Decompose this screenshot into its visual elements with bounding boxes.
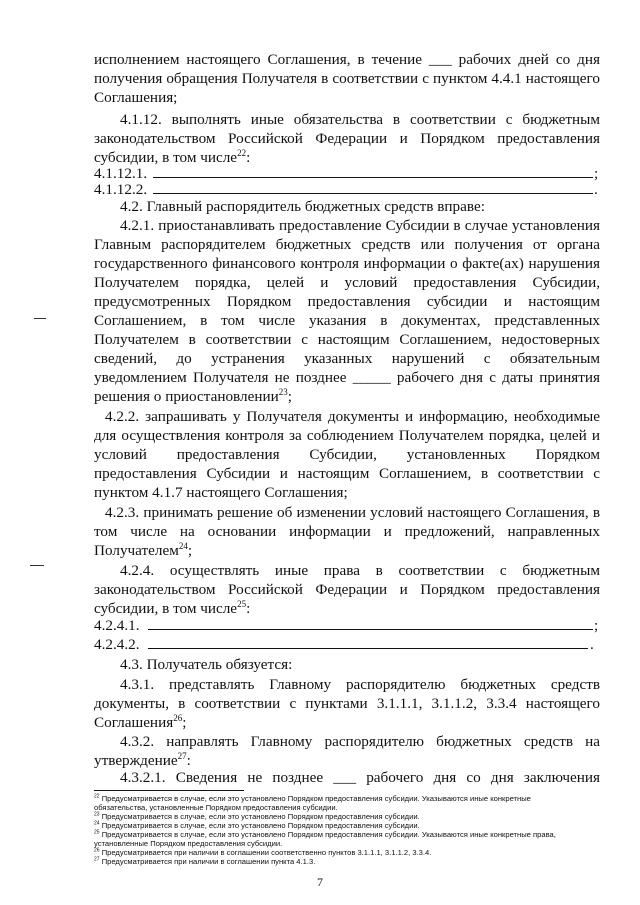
- footnote: $^{27}$ Предусматривается при наличии в соглашении пункта 4.1.3.: [94, 856, 316, 866]
- subitem-4-2-4-1: 4.2.4.1.: [94, 617, 140, 634]
- paragraph-4-2-3: 4.2.3. принимать решение об изменении условий настоящего Соглашения, в: [105, 504, 600, 521]
- text-line: ;: [594, 165, 599, 182]
- text-line: Соглашения$^{26}$;: [94, 712, 187, 731]
- text-line: Получателем$^{24}$;: [94, 540, 193, 559]
- paragraph-4-2-4: 4.2.4. осуществлять иные права в соответствии с бюджетным: [120, 562, 600, 579]
- text-line: Получателем в соответствии с настоящим Соглашением, недостоверных: [94, 331, 600, 348]
- scan-mark: [30, 565, 44, 566]
- page-number: 7: [317, 875, 323, 889]
- text-line: законодательством Российской Федерации и Порядком предоставления: [94, 130, 600, 147]
- text-line: субсидии, в том числе$^{22}$:: [94, 147, 251, 166]
- text-line: законодательством Российской Федерации и Порядком предоставления: [94, 581, 600, 598]
- footnote: $^{25}$ Предусматривается в случае, если это установлено Порядком предоставления субсидии. Указываются иные конкретные права,: [94, 829, 556, 839]
- text-line: .: [594, 181, 598, 198]
- subitem-4-2-4-2: 4.2.4.2.: [94, 636, 140, 653]
- text-line: получения обращения Получателя в соответствии с пунктом 4.4.1 настоящего: [94, 70, 600, 87]
- text-line: документы, в соответствии с пунктами 3.1.1.1, 3.1.1.2, 3.3.4 настоящего: [94, 695, 600, 712]
- text-line: пунктом 4.1.7 настоящего Соглашения;: [94, 484, 348, 501]
- paragraph-4-3-2: 4.3.2. направлять Главному распорядителю бюджетных средств на: [120, 733, 600, 750]
- paragraph-4-2-1: 4.2.1. приостанавливать предоставление Субсидии в случае установления: [120, 217, 600, 234]
- footnote: установленные Порядком предоставления субсидии.: [94, 839, 283, 848]
- section-4-3-heading: 4.3. Получатель обязуется:: [120, 656, 293, 673]
- subitem-4-1-12-2: 4.1.12.2.: [94, 181, 148, 198]
- text-line: Получателем порядка, целей и условий предоставления Субсидии,: [94, 274, 600, 291]
- blank-line: [148, 647, 588, 649]
- text-line: том числе на основании информации и предложений, направленных: [94, 523, 600, 540]
- text-line: для осуществления контроля за соблюдением Получателем порядка, целей и: [94, 427, 600, 444]
- text-line: .: [590, 636, 594, 653]
- text-line: Соглашения;: [94, 89, 178, 106]
- text-line: предоставления Субсидии и настоящим Соглашением, в соответствии с: [94, 465, 600, 482]
- section-4-2-heading: 4.2. Главный распорядитель бюджетных средств вправе:: [120, 198, 485, 215]
- paragraph-4-3-2-1: 4.3.2.1. Сведения не позднее ___ рабочего дня со дня заключения: [120, 769, 600, 786]
- text-line: исполнением настоящего Соглашения, в течение ___ рабочих дней со дня: [94, 51, 600, 68]
- scan-mark: [34, 318, 46, 319]
- text-line: условий предоставления Субсидии, установленных Порядком: [94, 446, 600, 463]
- text-line: уведомлением Получателя не позднее _____ рабочего дня с даты принятия: [94, 369, 600, 386]
- footnote: $^{23}$ Предусматривается в случае, если это установлено Порядком предоставления субсидии.: [94, 811, 420, 821]
- text-line: государственного финансового контроля информации о факте(ах) нарушения: [94, 255, 600, 272]
- text-line: Соглашением, в том числе указания в документах, представленных: [94, 312, 600, 329]
- footnote: $^{22}$ Предусматривается в случае, если это установлено Порядком предоставления субсидии. Указываются иные конкретные: [94, 793, 531, 803]
- text-line: предусмотренных Порядком предоставления субсидии и настоящим: [94, 293, 600, 310]
- blank-line: [148, 628, 593, 630]
- text-line: утверждение$^{27}$:: [94, 750, 191, 769]
- text-line: сведений, до устранения указанных нарушений с обязательным: [94, 350, 600, 367]
- paragraph-4-2-2: 4.2.2. запрашивать у Получателя документы и информацию, необходимые: [105, 408, 600, 425]
- text-line: решения о приостановлении$^{23}$;: [94, 386, 292, 405]
- blank-line: [153, 192, 593, 194]
- subitem-4-1-12-1: 4.1.12.1.: [94, 165, 148, 182]
- footnote-separator: [94, 790, 244, 791]
- text-line: Главным распорядителем бюджетных средств или получения от органа: [94, 236, 600, 253]
- paragraph-4-3-1: 4.3.1. представлять Главному распорядителю бюджетных средств: [120, 676, 600, 693]
- footnote: $^{26}$ Предусматривается при наличии в соглашении соответственно пунктов 3.1.1.1, 3.1.1.2, 3.3.4.: [94, 847, 432, 857]
- blank-line: [153, 176, 593, 178]
- text-line: субсидии, в том числе$^{25}$:: [94, 598, 251, 617]
- footnote: обязательства, установленные Порядком предоставления субсидии.: [94, 803, 338, 812]
- paragraph-4-1-12: 4.1.12. выполнять иные обязательства в соответствии с бюджетным: [120, 111, 600, 128]
- text-line: ;: [594, 617, 599, 634]
- footnote: $^{24}$ Предусматривается в случае, если это установлено Порядком предоставления субсидии.: [94, 820, 420, 830]
